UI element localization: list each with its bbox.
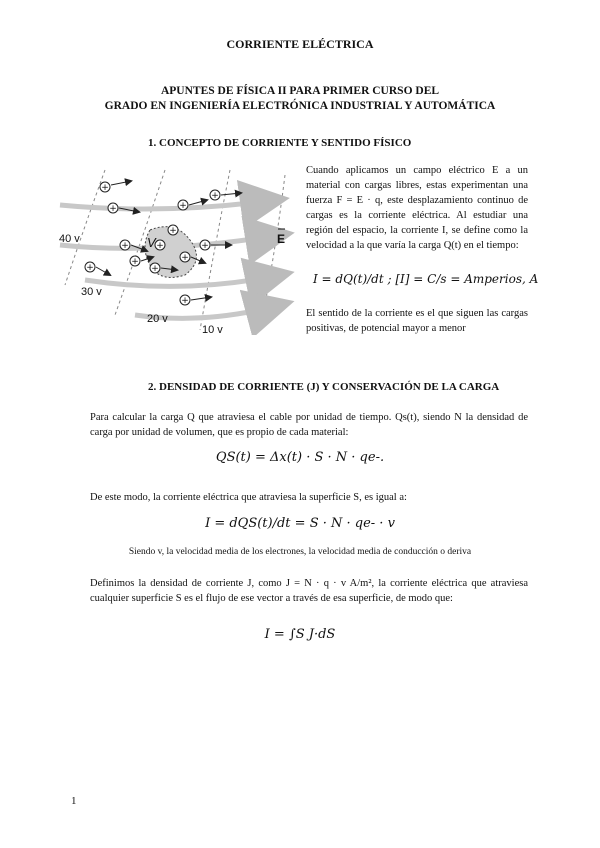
field-label: E	[277, 232, 286, 246]
potential-label-10: 10 v	[202, 324, 223, 335]
subtitle-line-1: APUNTES DE FÍSICA II PARA PRIMER CURSO DEL	[160, 85, 440, 97]
current-field-diagram	[55, 165, 295, 335]
svg-text:+: +	[181, 253, 189, 263]
section-2-paragraph-1: Para calcular la carga Q que atraviesa el cable por unidad de tiempo. Qs(t), siendo N la densidad de carga por unidad de volumen, que es propio de cada material:	[90, 412, 528, 438]
flux-integral-equation: I = ∫S J·dS	[264, 627, 336, 642]
svg-text:+: +	[211, 191, 219, 201]
section-1-paragraph-1: Cuando aplicamos un campo eléctrico E a un material con cargas libres, estas experimentan una fuerza F = E · q, este desplazamiento continuo de cargas es la corriente eléctrica. Al estudiar una región del espacio, la corriente I, se define como la velocidad a la que varía la carga Q(t) en el tiempo:	[306, 165, 528, 251]
charge-equation: QS(t) = Δx(t) · S · N · qe-.	[215, 450, 385, 465]
section-1-heading: 1. CONCEPTO DE CORRIENTE Y SENTIDO FÍSICO	[148, 137, 412, 149]
svg-text:+: +	[179, 201, 187, 211]
potential-label-30: 30 v	[81, 286, 102, 298]
potential-label-20: 20 v	[147, 313, 168, 325]
volume-label: V	[147, 235, 156, 250]
svg-text:+: +	[201, 241, 209, 251]
svg-text:+: +	[169, 226, 177, 236]
velocity-note: Siendo v, la velocidad media de los electrones, la velocidad media de conducción o deriva	[128, 547, 472, 557]
document-subtitle	[0, 84, 600, 114]
current-definition-equation: I = dQ(t)/dt ; [I] = C/s = Amperios, A	[313, 272, 539, 286]
section-2-heading: 2. DENSIDAD DE CORRIENTE (J) Y CONSERVACIÓN DE LA CARGA	[148, 381, 500, 393]
svg-text:+: +	[101, 183, 109, 193]
section-1-paragraph-2: El sentido de la corriente es el que siguen las cargas positivas, de potencial mayor a menor	[306, 308, 528, 334]
svg-text:+: +	[156, 241, 164, 251]
svg-text:+: +	[86, 263, 94, 273]
page-number: 1	[71, 795, 77, 807]
section-2-paragraph-3: Definimos la densidad de corriente J, como J = N · q · v A/m², la corriente eléctrica que atraviesa cualquier superficie S es el flujo de ese vector a través de esa superficie, de modo que:	[90, 578, 528, 604]
current-equation: I = dQS(t)/dt = S · N · qe- · v	[205, 516, 395, 531]
svg-text:+: +	[121, 241, 129, 251]
svg-text:+: +	[181, 296, 189, 306]
potential-label-40: 40 v	[59, 233, 80, 245]
svg-text:+: +	[109, 204, 117, 214]
svg-text:+: +	[131, 257, 139, 267]
svg-text:+: +	[151, 264, 159, 274]
subtitle-line-2: GRADO EN INGENIERÍA ELECTRÓNICA INDUSTRIAL Y AUTOMÁTICA	[104, 100, 496, 112]
section-2-paragraph-2: De este modo, la corriente eléctrica que atraviesa la superficie S, es igual a:	[90, 492, 407, 503]
document-title: CORRIENTE ELÉCTRICA	[226, 37, 374, 51]
